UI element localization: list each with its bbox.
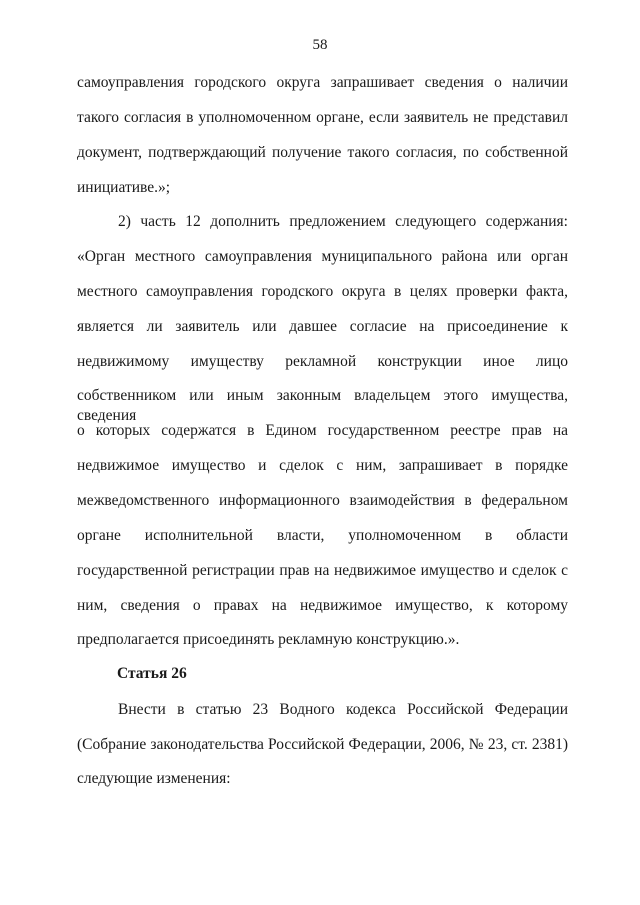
text-line: недвижимое имущество и сделок с ним, запрашивает в порядке	[77, 457, 568, 474]
text-line: собственником или иным законным владельцем этого имущества, сведения	[77, 387, 568, 424]
text-line: межведомственного информационного взаимодействия в федеральном	[77, 492, 568, 509]
text-line: «Орган местного самоуправления муниципального района или орган	[77, 248, 568, 265]
text-line: недвижимому имуществу рекламной конструкции иное лицо	[77, 353, 568, 370]
text-line: 2) часть 12 дополнить предложением следующего содержания:	[118, 213, 568, 230]
article-heading: Статья 26	[117, 665, 187, 682]
text-line: документ, подтверждающий получение такого согласия, по собственной	[77, 144, 568, 161]
text-line: следующие изменения:	[77, 770, 231, 787]
text-line: самоуправления городского округа запрашивает сведения о наличии	[77, 74, 568, 91]
page-number: 58	[312, 37, 328, 53]
text-line: инициативе.»;	[77, 179, 171, 196]
text-line: о которых содержатся в Едином государственном реестре прав на	[77, 422, 568, 439]
text-line: такого согласия в уполномоченном органе, если заявитель не представил	[77, 109, 568, 126]
text-line: местного самоуправления городского округа в целях проверки факта,	[77, 283, 568, 300]
text-line: является ли заявитель или давшее согласие на присоединение к	[77, 318, 568, 335]
text-line: ним, сведения о правах на недвижимое имущество, к которому	[77, 597, 568, 614]
text-line: органе исполнительной власти, уполномоченном в области	[77, 527, 568, 544]
text-line: (Собрание законодательства Российской Федерации, 2006, № 23, ст. 2381)	[77, 736, 568, 753]
text-line: государственной регистрации прав на недвижимое имущество и сделок с	[77, 562, 568, 579]
text-line: предполагается присоединять рекламную конструкцию.».	[77, 631, 460, 648]
text-line: Внести в статью 23 Водного кодекса Российской Федерации	[118, 701, 568, 718]
